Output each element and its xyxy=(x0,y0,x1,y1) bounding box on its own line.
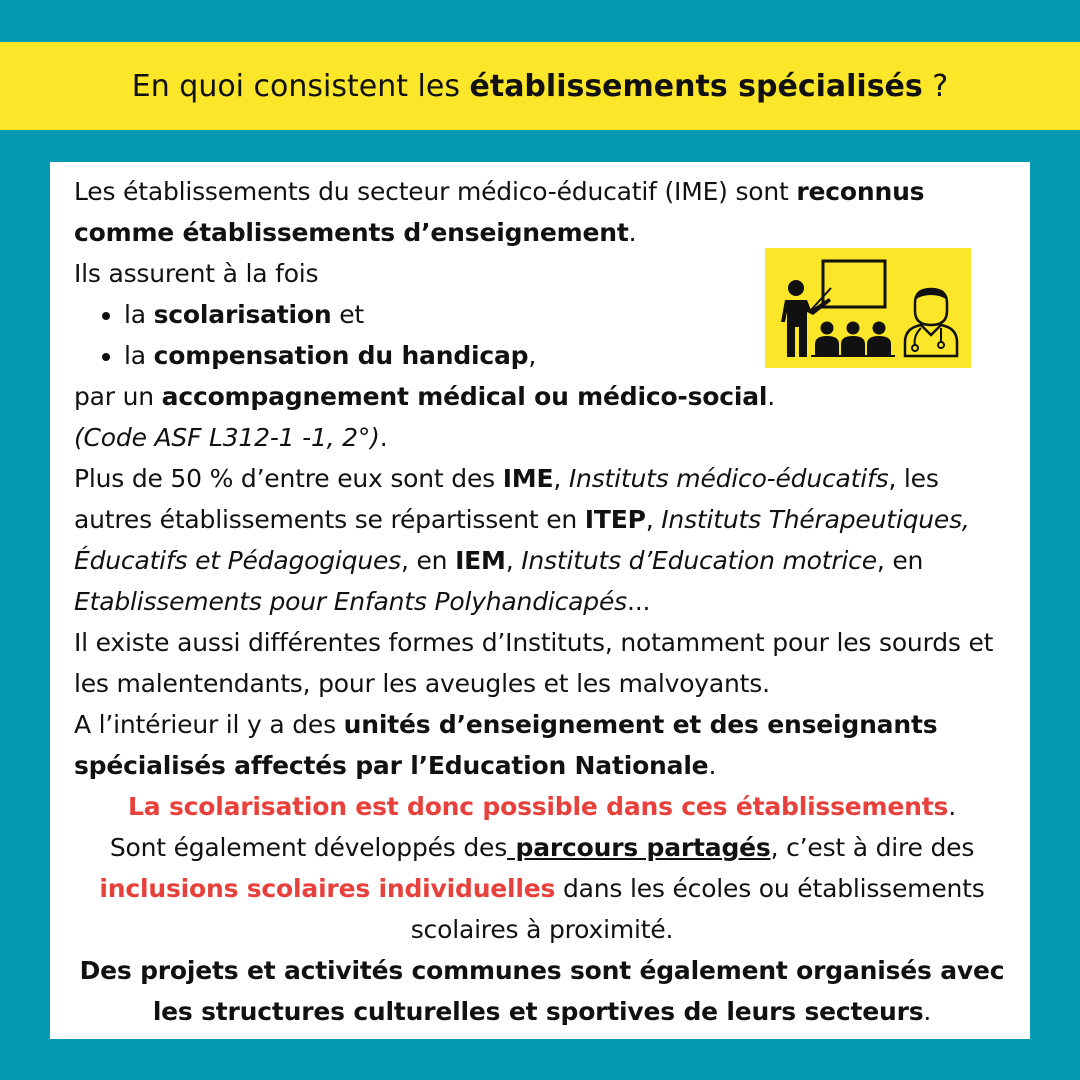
paragraph-instituts: Il existe aussi différentes formes d’Instituts, notamment pour les sourds et les malentendants, pour les aveugles et les malvoyants. xyxy=(74,628,994,698)
list-item: • la scolarisation et xyxy=(124,294,1010,335)
list-item: • la compensation du handicap, xyxy=(124,335,1010,376)
paragraph-intro: Les établissements du secteur médico-éducatif (IME) sont reconnus comme établissements d’enseignement. xyxy=(74,177,925,247)
paragraph-scolarisation: La scolarisation est donc possible dans ces établissements. xyxy=(128,792,956,821)
header-banner xyxy=(0,42,1080,130)
header-title: En quoi consistent les établissements spécialisés ? xyxy=(131,68,949,104)
bullet-list xyxy=(74,294,1010,376)
paragraph-assure: Ils assurent à la fois xyxy=(74,259,319,288)
content-card xyxy=(50,162,1030,1039)
paragraph-enseignement: A l’intérieur il y a des unités d’enseignement et des enseignants spécialisés affectés par l’Education Nationale. xyxy=(74,710,938,780)
body-text xyxy=(74,171,1010,1032)
paragraph-parcours: Sont également développés des parcours partagés, c’est à dire des inclusions scolaires individuelles dans les écoles ou établissements scolaires à proximité. xyxy=(99,833,985,944)
paragraph-types: Plus de 50 % d’entre eux sont des IME, Instituts médico-éducatifs, les autres établissements se répartissent en ITEP, Instituts Thérapeutiques, Éducatifs et Pédagogiques, en IEM, Instituts d’Education motrice, en Etablissements pour Enfants Polyhandicapés... xyxy=(74,464,970,616)
paragraph-projets: Des projets et activités communes sont également organisés avec les structures culturelles et sportives de leurs secteurs. xyxy=(79,956,1005,1026)
paragraph-accompagnement: par un accompagnement médical ou médico-social. xyxy=(74,382,776,411)
code-reference: (Code ASF L312-1 -1, 2°). xyxy=(74,423,388,452)
